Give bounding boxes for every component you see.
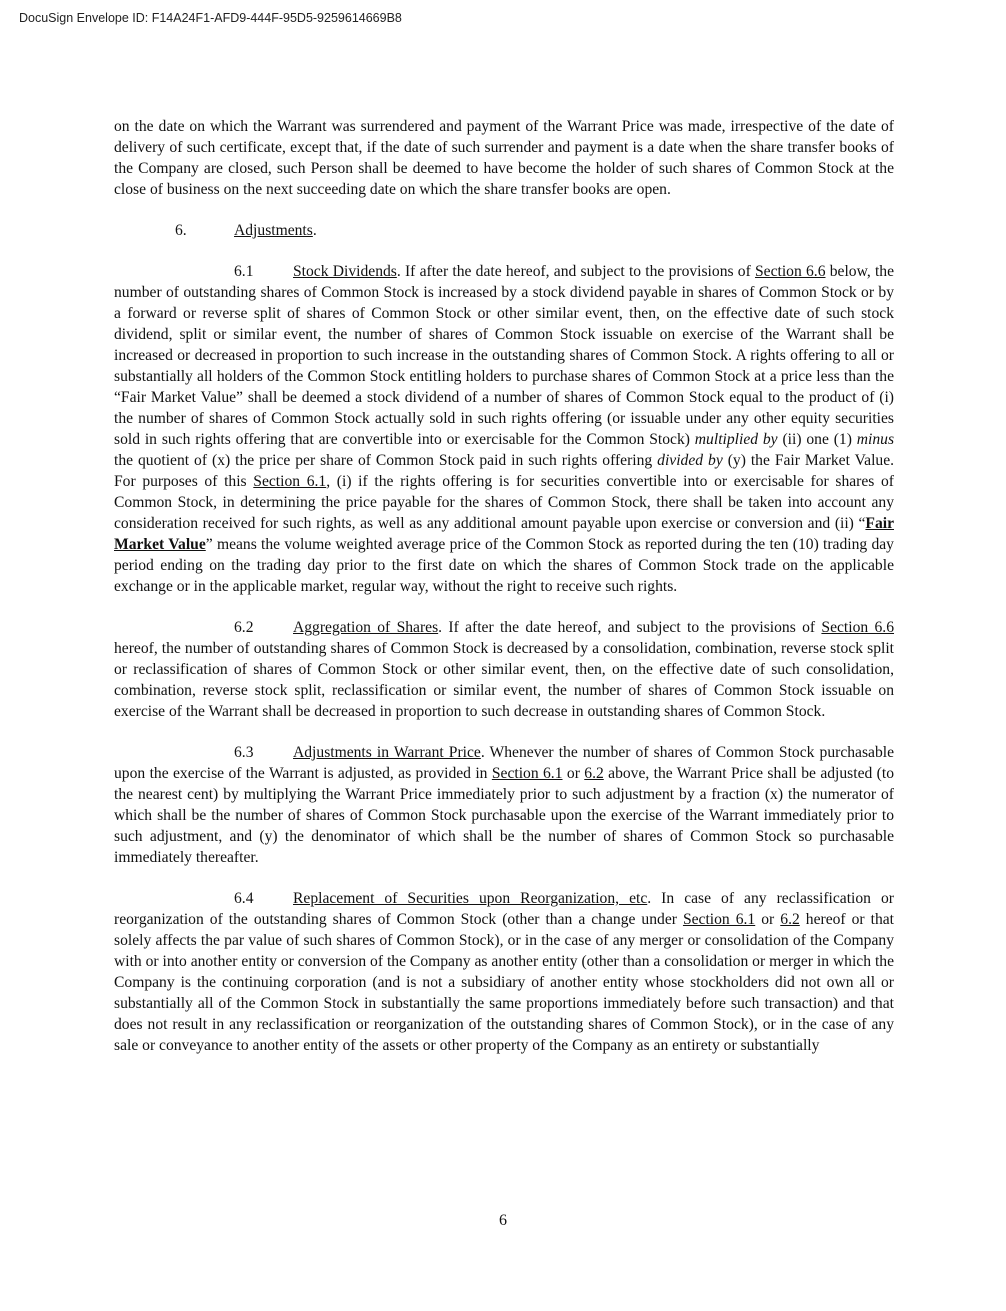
envelope-id: DocuSign Envelope ID: F14A24F1-AFD9-444F-95D5-9259614669B8 (19, 11, 402, 25)
defined-term: Fair Market Value (114, 515, 894, 553)
section-reference: 6.2 (780, 911, 800, 928)
section-reference: 6.2 (584, 765, 604, 782)
intro-paragraph: on the date on which the Warrant was surrendered and payment of the Warrant Price was made, irrespective of the date of delivery of such certificate, except that, if the date of such surrender and payment is a date when the share transfer books of the Company are closed, such Person shall be deemed to have become the holder of such shares of Common Stock at the close of business on the next succeeding date on which the share transfer books are open. (114, 118, 894, 198)
section-reference: Section 6.1 (253, 473, 327, 490)
document-body (114, 116, 894, 1056)
subsection-number: 6.1 (234, 263, 254, 280)
section-reference: Section 6.1 (491, 765, 563, 782)
section-reference: Section 6.6 (755, 263, 826, 280)
section-number: 6. (175, 222, 187, 239)
subsection-title: Replacement of Securities upon Reorganization, etc (293, 890, 648, 907)
section-reference: Section 6.6 (821, 619, 895, 636)
subsection-title: Aggregation of Shares (293, 619, 439, 636)
section-6-3-paragraph: 6.3 Adjustments in Warrant Price. Whenever the number of shares of Common Stock purchasable upon the exercise of the Warrant is adjusted, as provided in Section 6.1 or 6.2 above, the Warrant Price shall be adjusted (to the nearest cent) by multiplying the Warrant Price immediately prior to such adjustment by a fraction (x) the numerator of which shall be the number of shares of Common Stock purchasable upon the exercise of the Warrant immediately prior to such adjustment, and (y) the denominator of which shall be the number of shares of Common Stock so purchasable immediately thereafter. (114, 744, 894, 866)
subsection-title: Stock Dividends (293, 263, 397, 280)
section-6-2-paragraph: 6.2 Aggregation of Shares. If after the date hereof, and subject to the provisions of Section 6.6 hereof, the number of outstanding shares of Common Stock is decreased by a consolidation, combination, reverse stock split or reclassification of shares of Common Stock or other similar event, then, on the effective date of such consolidation, combination, reverse stock split, reclassification or similar event, the number of shares of Common Stock issuable on exercise of the Warrant shall be decreased in proportion to such decrease in outstanding shares of Common Stock. (114, 619, 895, 720)
emphasis: minus (856, 431, 895, 448)
section-6-4-paragraph: 6.4 Replacement of Securities upon Reorganization, etc. In case of any reclassification or reorganization of the outstanding shares of Common Stock (other than a change under Section 6.1 or 6.2 hereof or that solely affects the par value of such shares of Common Stock), or in the case of any merger or consolidation of the Company with or into another entity or conversion of the Company as another entity (other than a consolidation or merger in which the Company is the continuing corporation (and is not a subsidiary of another entity whose stockholders did not own all or substantially all of the Common Stock in substantially the same proportions immediately before such transaction) and that does not result in any reclassification or reorganization of the outstanding shares of Common Stock), or in the case of any sale or conveyance to another entity of the assets or other property of the Company as an entirety or substantially (114, 890, 895, 1054)
subsection-title: Adjustments in Warrant Price (293, 744, 481, 761)
section-title: Adjustments (234, 222, 313, 239)
section-reference: Section 6.1 (682, 911, 756, 928)
section-6-heading: 6. Adjustments. (175, 222, 317, 239)
page-number: 6 (499, 1212, 507, 1229)
subsection-number: 6.4 (234, 890, 254, 907)
emphasis: divided by (657, 452, 723, 469)
subsection-number: 6.2 (234, 619, 254, 636)
emphasis: multiplied by (694, 431, 778, 448)
section-6-1-paragraph: 6.1 Stock Dividends. If after the date hereof, and subject to the provisions of Section 6.6 below, the number of outstanding shares of Common Stock is increased by a stock dividend payable in shares of Common Stock or by a forward or reverse split of shares of Common Stock or other similar event, then, on the effective date of such stock dividend, split or similar event, the number of shares of Common Stock issuable on exercise of the Warrant shall be increased or decreased in proportion to such increase in the outstanding shares of Common Stock. A rights offering to all or substantially all holders of the Common Stock entitling holders to purchase shares of Common Stock at a price less than the “Fair Market Value” shall be deemed a stock dividend of a number of shares of Common Stock equal to the product of (i) the number of shares of Common Stock actually sold in such rights offering (or issuable under any other equity securities sold in such rights offering that are convertible into or exercisable for the Common Stock) multiplied by (ii) one (1) minus the quotient of (x) the price per share of Common Stock paid in such rights offering divided by (y) the Fair Market Value. For purposes of this Section 6.1, (i) if the rights offering is for securities convertible into or exercisable for shares of Common Stock, in determining the price payable for the shares of Common Stock, there shall be taken into account any consideration received for such rights, as well as any additional amount payable upon exercise or conversion and (ii) “Fair Market Value” means the volume weighted average price of the Common Stock as reported during the ten (10) trading day period ending on the trading day prior to the first date on which the shares of Common Stock trade on the applicable exchange or in the applicable market, regular way, without the right to receive such rights. (114, 263, 895, 595)
subsection-number: 6.3 (234, 744, 254, 761)
